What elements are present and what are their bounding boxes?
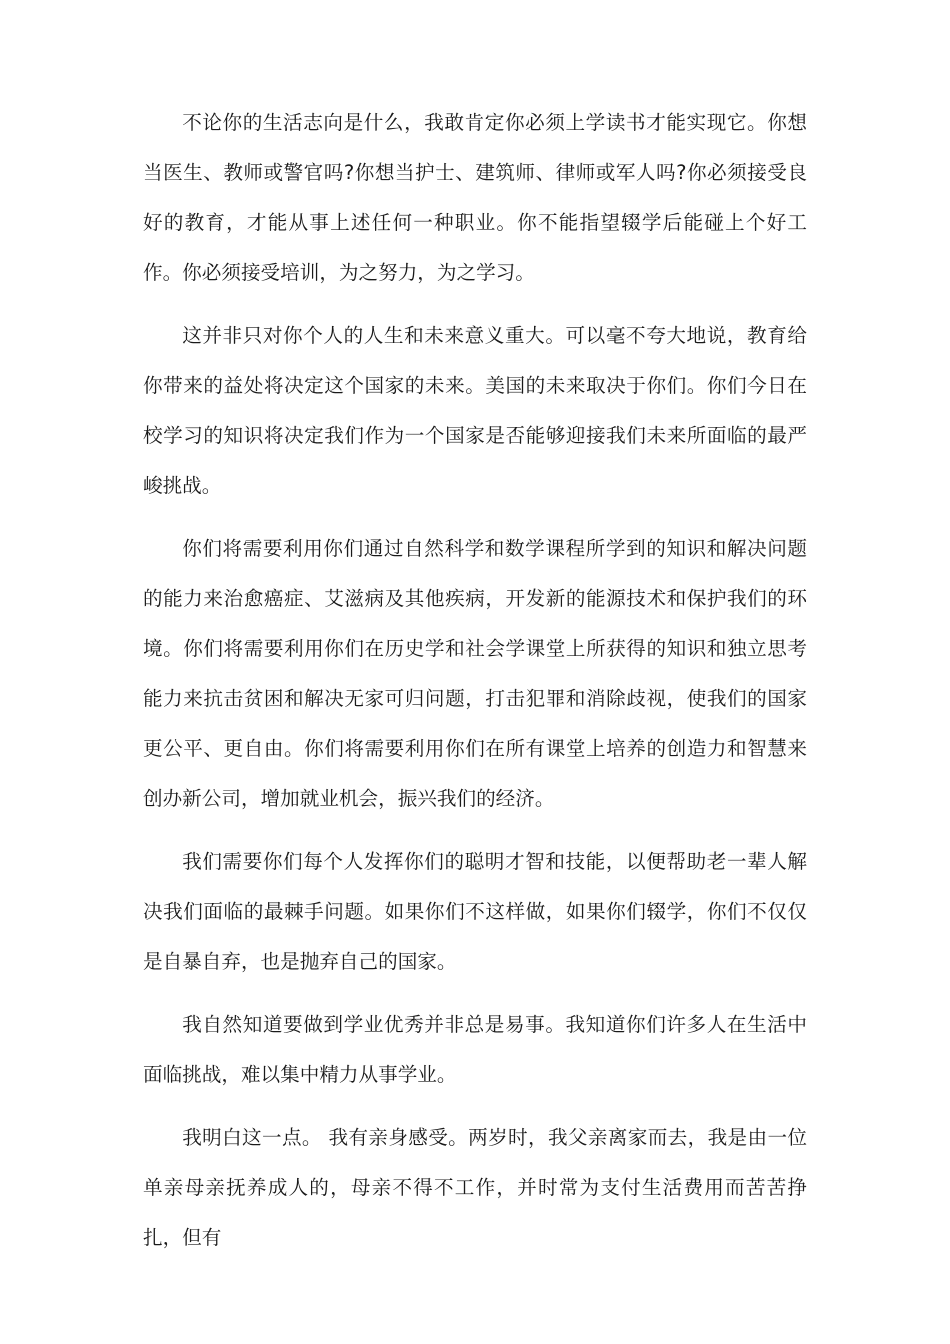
paragraph-3: 你们将需要利用你们通过自然科学和数学课程所学到的知识和解决问题的能力来治愈癌症、艾滋病及其他疾病，开发新的能源技术和保护我们的环境。你们将需要利用你们在历史学和社会学课堂上所获得的知识和独立思考能力来抗击贫困和解决无家可归问题，打击犯罪和消除歧视，使我们的国家更公平、更自由。你们将需要利用你们在所有课堂上培养的创造力和智慧来创办新公司，增加就业机会，振兴我们的经济。 xyxy=(143,537,807,810)
paragraph-1: 不论你的生活志向是什么，我敢肯定你必须上学读书才能实现它。你想当医生、教师或警官吗?你想当护士、建筑师、律师或军人吗?你必须接受良好的教育，才能从事上述任何一种职业。你不能指望辍学后能碰上个好工作。你必须接受培训，为之努力，为之学习。 xyxy=(143,111,807,284)
paragraph-5: 我自然知道要做到学业优秀并非总是易事。我知道你们许多人在生活中面临挑战，难以集中精力从事学业。 xyxy=(143,1013,807,1086)
document-page xyxy=(143,98,807,1276)
paragraph-4: 我们需要你们每个人发挥你们的聪明才智和技能，以便帮助老一辈人解决我们面临的最棘手问题。如果你们不这样做，如果你们辍学，你们不仅仅是自暴自弃，也是抛弃自己的国家。 xyxy=(143,850,807,973)
paragraph-2: 这并非只对你个人的人生和未来意义重大。可以毫不夸大地说，教育给你带来的益处将决定这个国家的未来。美国的未来取决于你们。你们今日在校学习的知识将决定我们作为一个国家是否能够迎接我们未来所面临的最严峻挑战。 xyxy=(143,324,807,497)
paragraph-6: 我明白这一点。 我有亲身感受。两岁时，我父亲离家而去，我是由一位单亲母亲抚养成人的，母亲不得不工作，并时常为支付生活费用而苦苦挣扎，但有 xyxy=(143,1126,807,1249)
